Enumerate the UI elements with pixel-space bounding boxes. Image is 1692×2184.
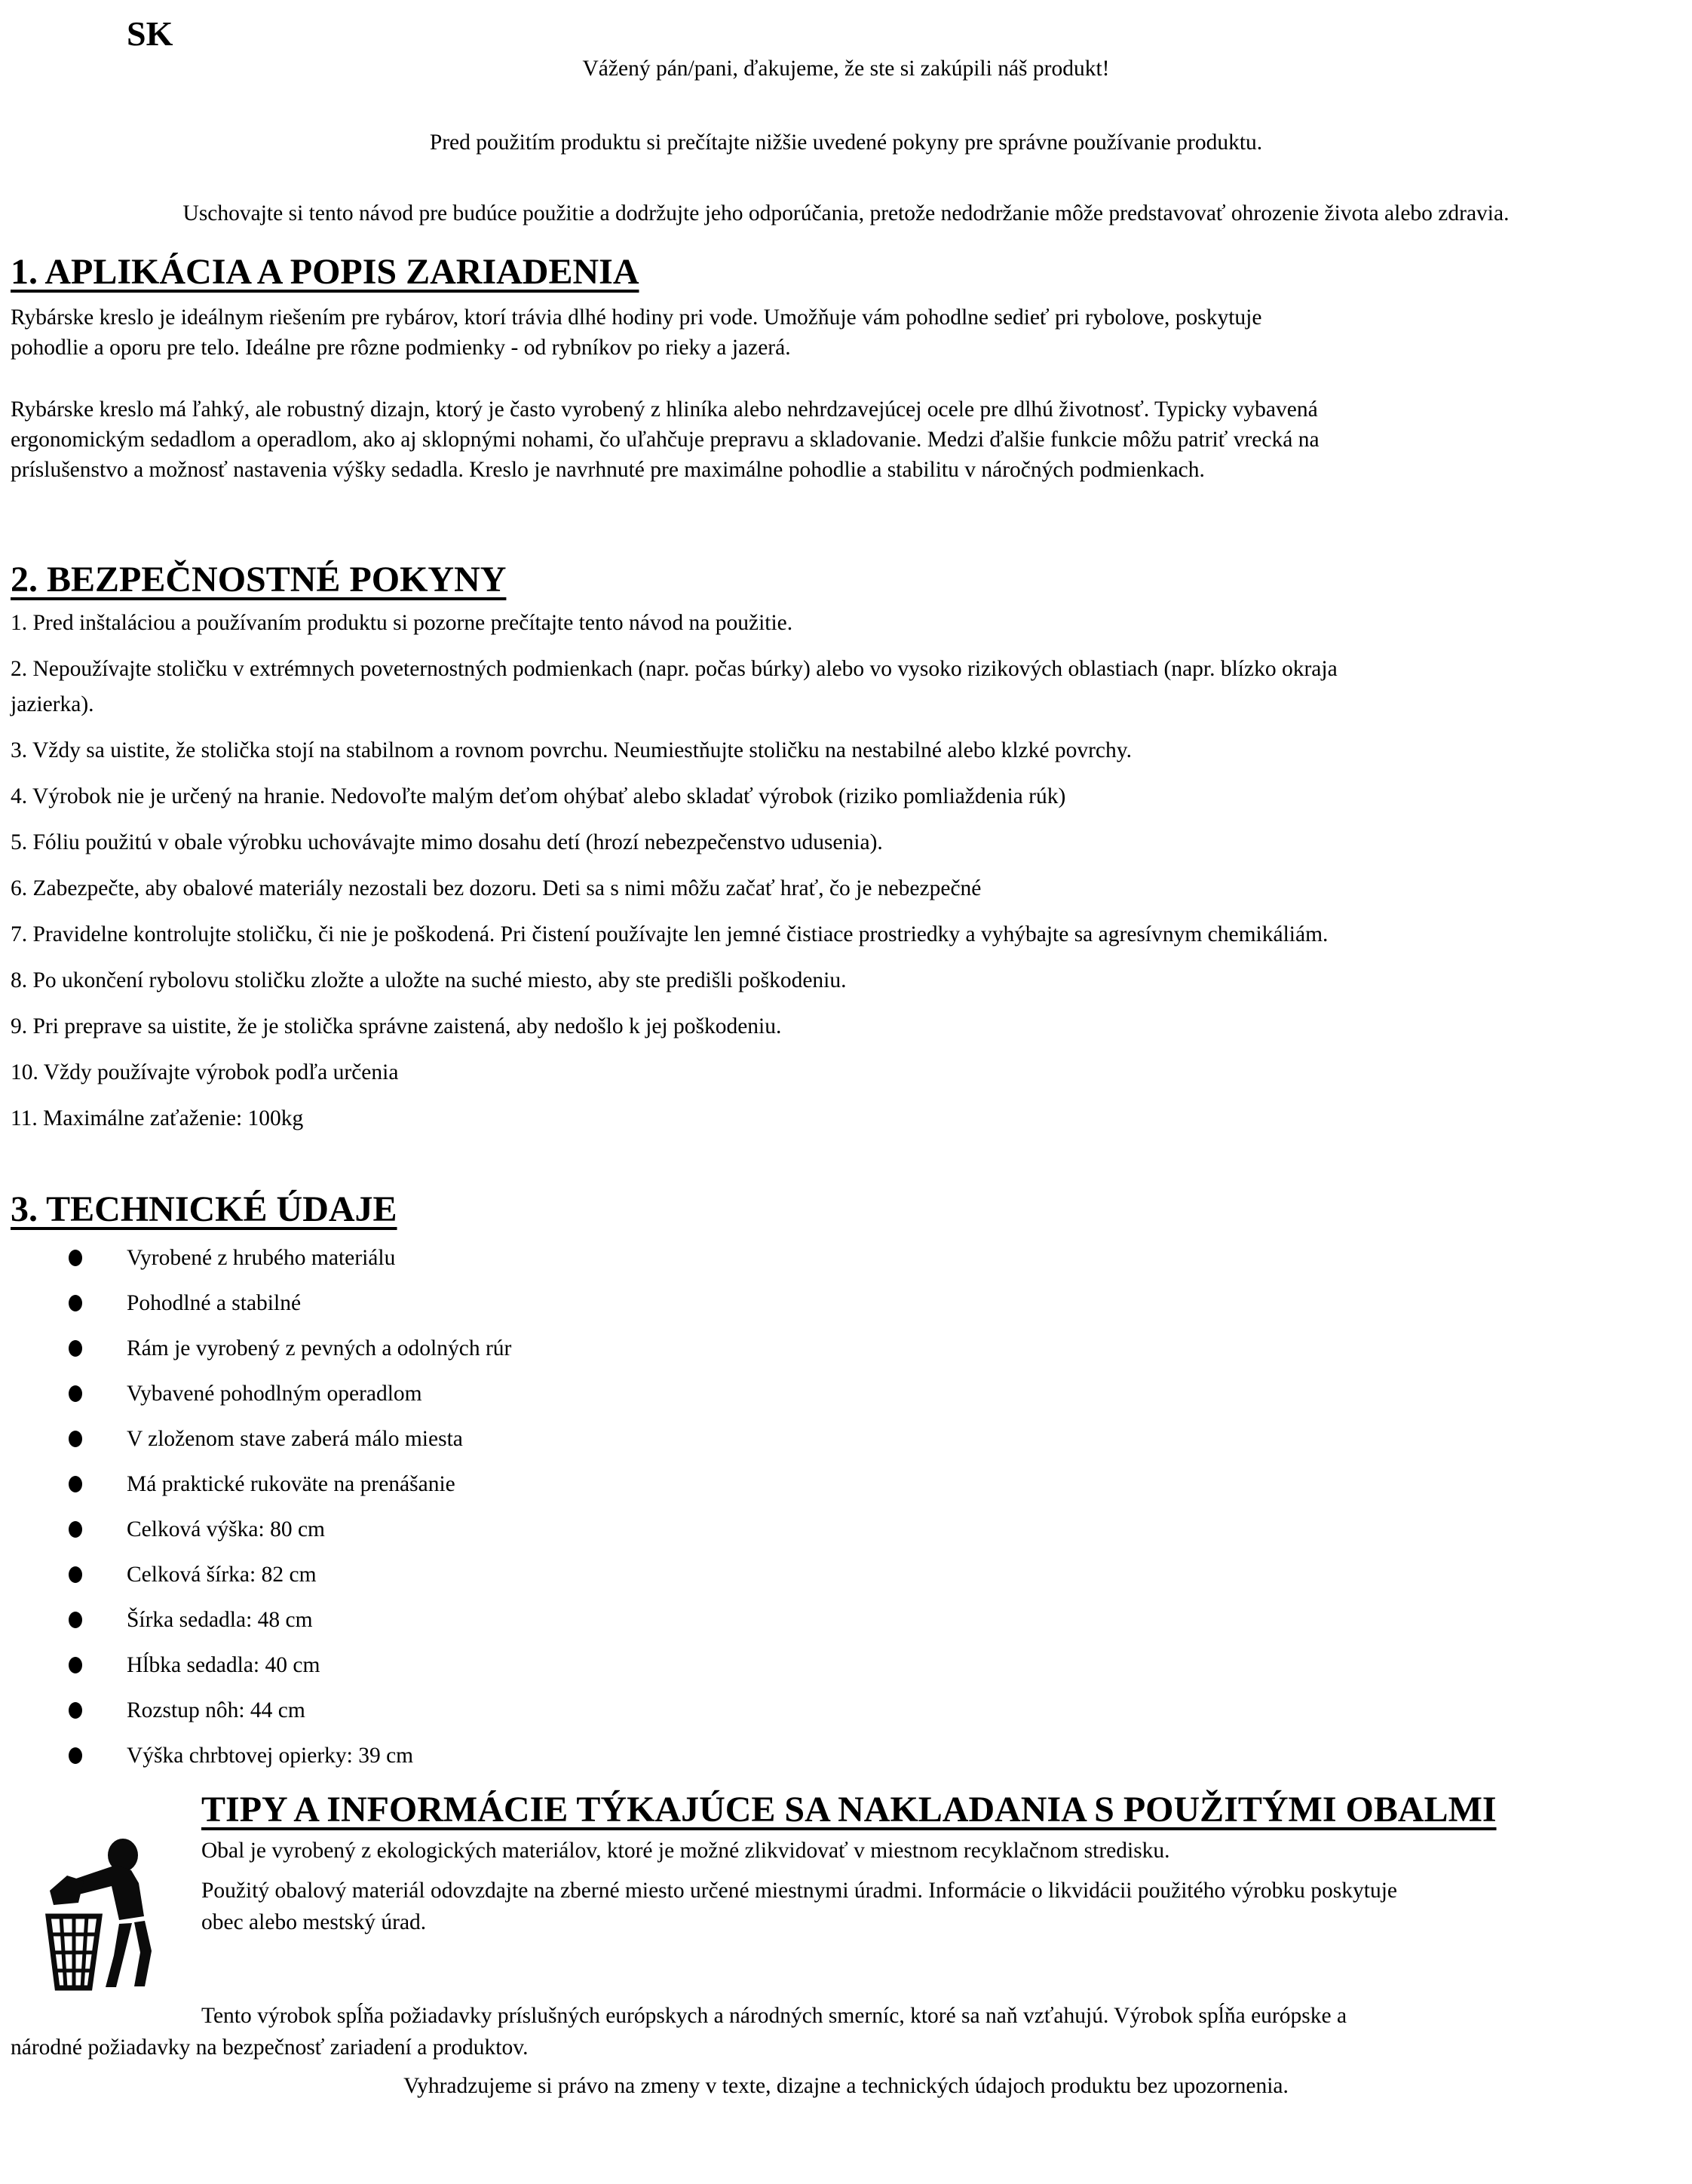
tidy-man-disposal-icon xyxy=(44,1838,162,1991)
bullet-icon xyxy=(69,1295,82,1311)
safety-item-line: 1. Pred inštaláciou a používaním produktu si pozorne prečítajte tento návod na použitie. xyxy=(11,611,793,635)
safety-item-line: jazierka). xyxy=(11,692,94,716)
disposal-instructions-line: obec alebo mestský úrad. xyxy=(201,1910,427,1934)
retention-warning-text: Uschovajte si tento návod pre budúce použitie a dodržujte jeho odporúčania, pretože nedodržanie môže predstavovať ohrozenie života alebo zdravia. xyxy=(182,201,1510,225)
safety-item-1 xyxy=(11,606,1681,641)
safety-item-line: 8. Po ukončení rybolovu stoličku zložte a uložte na suché miesto, aby ste predišli poškodeniu. xyxy=(11,968,847,992)
technical-bullet-text: Má praktické rukoväte na prenášanie xyxy=(127,1472,455,1496)
safety-item-line: 5. Fóliu použitú v obale výrobku uchovávajte mimo dosahu detí (hrozí nebezpečenstvo udusenia). xyxy=(11,830,883,854)
safety-item-line: 6. Zabezpečte, aby obalové materiály nezostali bez dozoru. Deti sa s nimi môžu začať hrať, čo je nebezpečné xyxy=(11,876,982,900)
safety-item-line: 9. Pri preprave sa uistite, že je stolička správne zaistená, aby nedošlo k jej poškodeniu. xyxy=(11,1014,782,1038)
language-code: SK xyxy=(127,14,173,53)
bullet-icon xyxy=(69,1431,82,1447)
technical-bullet-text: Celková šírka: 82 cm xyxy=(127,1563,317,1587)
technical-bullet-item xyxy=(11,1281,1681,1326)
bullet-icon xyxy=(69,1340,82,1357)
safety-item-8 xyxy=(11,963,1681,998)
manual-page xyxy=(0,14,1692,2101)
technical-bullet-text: Celková výška: 80 cm xyxy=(127,1517,325,1541)
packaging-tips-text xyxy=(201,1789,1497,1938)
technical-bullet-list xyxy=(11,1235,1681,1778)
bullet-icon xyxy=(69,1521,82,1538)
technical-bullet-text: Vyrobené z hrubého materiálu xyxy=(127,1246,396,1270)
bullet-icon xyxy=(69,1476,82,1492)
technical-bullet-text: Rozstup nôh: 44 cm xyxy=(127,1698,305,1722)
packaging-materials-text: Obal je vyrobený z ekologických materiálov, ktoré je možné zlikvidovať v miestnom recyklačnom stredisku. xyxy=(201,1839,1170,1863)
technical-bullet-item xyxy=(11,1326,1681,1371)
compliance-line: národné požiadavky na bezpečnosť zariadení a produktov. xyxy=(11,2035,529,2060)
application-paragraph-2 xyxy=(11,394,1681,485)
safety-item-11 xyxy=(11,1101,1681,1136)
technical-bullet-item xyxy=(11,1416,1681,1462)
bullet-icon xyxy=(69,1385,82,1402)
technical-bullet-text: Rám je vyrobený z pevných a odolných rúr xyxy=(127,1336,512,1360)
usage-note-text: Pred použitím produktu si prečítajte nižšie uvedené pokyny pre správne používanie produktu. xyxy=(429,130,1263,155)
safety-item-3 xyxy=(11,733,1681,768)
technical-bullet-item xyxy=(11,1371,1681,1416)
application-paragraph-1 xyxy=(11,302,1681,363)
application-paragraph-line: Rybárske kreslo má ľahký, ale robustný dizajn, ktorý je často vyrobený z hliníka alebo nehrdzavejúcej ocele pre dlhú životnosť. Typicky vybavená xyxy=(11,397,1318,422)
safety-item-line: 4. Výrobok nie je určený na hranie. Nedovoľte malým deťom ohýbať alebo skladať výrobok (riziko pomliaždenia rúk) xyxy=(11,784,1066,808)
application-paragraph-line: pohodlie a oporu pre telo. Ideálne pre rôzne podmienky - od rybníkov po rieky a jazerá. xyxy=(11,336,791,360)
packaging-tips-section xyxy=(11,1789,1681,1991)
bullet-icon xyxy=(69,1250,82,1266)
technical-bullet-item xyxy=(11,1597,1681,1643)
bullet-icon xyxy=(69,1657,82,1673)
disposal-instructions-text xyxy=(201,1875,1497,1938)
technical-bullet-text: Vybavené pohodlným operadlom xyxy=(127,1382,422,1406)
bullet-icon xyxy=(69,1747,82,1764)
technical-bullet-item xyxy=(11,1688,1681,1733)
section-safety-title: 2. BEZPEČNOSTNÉ POKYNY xyxy=(11,560,507,600)
safety-item-7 xyxy=(11,917,1681,952)
safety-item-line: 10. Vždy používajte výrobok podľa určenia xyxy=(11,1060,399,1084)
packaging-tips-title: TIPY A INFORMÁCIE TÝKAJÚCE SA NAKLADANIA S POUŽITÝMI OBALMI xyxy=(201,1790,1497,1830)
safety-item-4 xyxy=(11,779,1681,814)
technical-bullet-item xyxy=(11,1507,1681,1552)
bullet-icon xyxy=(69,1566,82,1583)
technical-bullet-item xyxy=(11,1462,1681,1507)
technical-bullet-text: Šírka sedadla: 48 cm xyxy=(127,1608,313,1632)
technical-bullet-item xyxy=(11,1643,1681,1688)
technical-bullet-item xyxy=(11,1733,1681,1778)
safety-item-line: 7. Pravidelne kontrolujte stoličku, či nie je poškodená. Pri čistení používajte len jemné čistiace prostriedky a vyhýbajte sa agresívnym chemikáliám. xyxy=(11,922,1329,946)
safety-item-10 xyxy=(11,1055,1681,1090)
disposal-instructions-line: Použitý obalový materiál odovzdajte na zberné miesto určené miestnymi úradmi. Informácie o likvidácii použitého výrobku poskytuje xyxy=(201,1879,1397,1903)
technical-bullet-item xyxy=(11,1235,1681,1281)
technical-bullet-text: Hĺbka sedadla: 40 cm xyxy=(127,1653,320,1677)
section-application-title: 1. APLIKÁCIA A POPIS ZARIADENIA xyxy=(11,252,639,292)
application-paragraph-line: ergonomickým sedadlom a operadlom, ako aj sklopnými nohami, čo uľahčuje prepravu a skladovanie. Medzi ďalšie funkcie môžu patriť vrecká na xyxy=(11,428,1320,452)
safety-item-line: 2. Nepoužívajte stoličku v extrémnych poveternostných podmienkach (napr. počas búrky) alebo vo vysoko rizikových oblastiach (napr. blízko okraja xyxy=(11,657,1338,681)
rights-reservation-text: Vyhradzujeme si právo na zmeny v texte, dizajne a technických údajoch produktu bez upozornenia. xyxy=(403,2074,1289,2098)
safety-item-9 xyxy=(11,1009,1681,1044)
safety-item-2 xyxy=(11,652,1681,722)
greeting-text: Vážený pán/pani, ďakujeme, že ste si zakúpili náš produkt! xyxy=(582,57,1110,81)
section-technical-title: 3. TECHNICKÉ ÚDAJE xyxy=(11,1189,397,1229)
safety-item-5 xyxy=(11,825,1681,860)
application-paragraph-line: Rybárske kreslo je ideálnym riešením pre rybárov, ktorí trávia dlhé hodiny pri vode. Umožňuje vám pohodlne sedieť pri rybolove, poskytuje xyxy=(11,305,1262,330)
application-paragraph-line: príslušenstvo a možnosť nastavenia výšky sedadla. Kreslo je navrhnuté pre maximálne pohodlie a stabilitu v náročných podmienkach. xyxy=(11,458,1205,482)
compliance-line: Tento výrobok spĺňa požiadavky príslušných európskych a národných smerníc, ktoré sa naň vzťahujú. Výrobok spĺňa európske a xyxy=(201,2004,1347,2028)
safety-item-6 xyxy=(11,871,1681,906)
technical-bullet-text: Pohodlné a stabilné xyxy=(127,1291,302,1315)
bullet-icon xyxy=(69,1702,82,1719)
technical-bullet-text: V zloženom stave zaberá málo miesta xyxy=(127,1427,463,1451)
safety-item-line: 11. Maximálne zaťaženie: 100kg xyxy=(11,1106,304,1130)
bullet-icon xyxy=(69,1612,82,1628)
technical-bullet-item xyxy=(11,1552,1681,1597)
safety-item-line: 3. Vždy sa uistite, že stolička stojí na stabilnom a rovnom povrchu. Neumiestňujte stoličku na nestabilné alebo klzké povrchy. xyxy=(11,738,1132,762)
compliance-statement xyxy=(11,2000,1681,2063)
technical-bullet-text: Výška chrbtovej opierky: 39 cm xyxy=(127,1744,414,1768)
